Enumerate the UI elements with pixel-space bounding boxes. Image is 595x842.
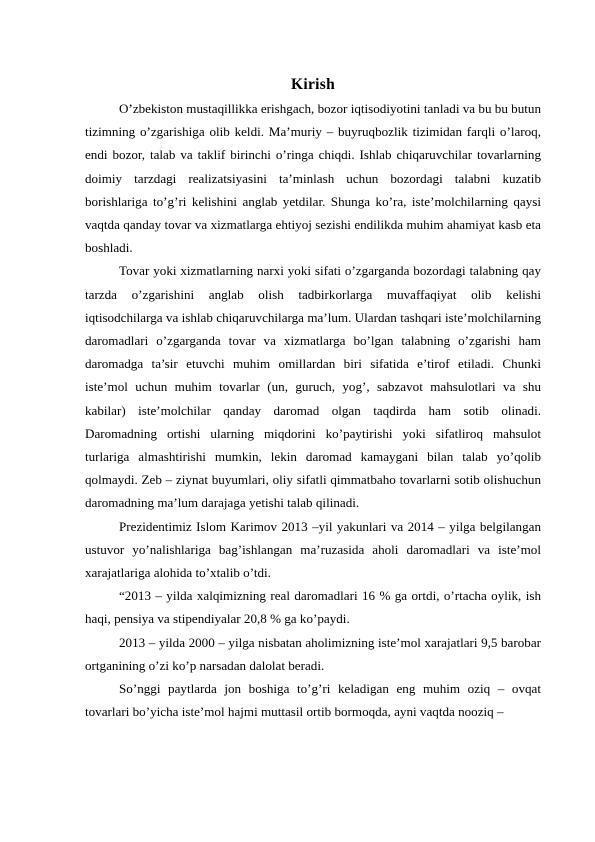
paragraph-5: 2013 – yilda 2000 – yilga nisbatan aholimizning iste’mol xarajatlari 9,5 barobar ortganining o’zi ko’p narsadan dalolat beradi.: [85, 634, 541, 673]
paragraph-1: O’zbekiston mustaqillikka erishgach, bozor iqtisodiyotini tanladi va bu bu butun tizimning o’zgarishiga olib keldi. Ma’muriy – buyruqbozlik tizimidan farqli o’laroq, endi bozor, talab va taklif birinchi o’ringa chiqdi. Ishlab chiqaruvchilar tovarlarning doimiy tarzdagi realizatsiyasini ta’minlash uchun bozordagi talabni kuzatib borishlariga to’g’ri kelishini anglab yetdilar. Shunga ko’ra, iste’molchilarning qaysi vaqtda qanday tovar va xizmatlarga ehtiyoj sezishi endilikda muhim ahamiyat kasb eta boshladi.: [85, 101, 541, 256]
paragraph-4: “2013 – yilda xalqimizning real daromadlari 16 % ga ortdi, o’rtacha oylik, ish haqi, pensiya va stipendiyalar 20,8 % ga ko’paydi.: [85, 588, 541, 627]
paragraph-6: So’nggi paytlarda jon boshiga to’g’ri keladigan eng muhim oziq – ovqat tovarlari bo’yicha iste’mol hajmi muttasil ortib bormoqda, ayni vaqtda nooziq –: [85, 681, 541, 720]
document-page: [85, 75, 541, 723]
paragraph-2: Tovar yoki xizmatlarning narxi yoki sifati o’zgarganda bozordagi talabning qay tarzda o’zgarishini anglab olish tadbirkorlarga muvaffaqiyat olib kelishi iqtisodchilarga va ishlab chiqaruvchilarga ma’lum. Ulardan tashqari iste’molchilarning daromadlari o’zgarganda tovar va xizmatlarga bo’lgan talabning o’zgarishi ham daromadga ta’sir etuvchi muhim omillardan biri sifatida e’tirof etiladi. Chunki iste’mol uchun muhim tovarlar (un, guruch, yog’, sabzavot mahsulotlari va shu kabilar) iste’molchilar qanday daromad olgan taqdirda ham sotib olinadi. Daromadning ortishi ularning miqdorini ko’paytirishi yoki sifatliroq mahsulot turlariga almashtirishi mumkin, lekin daromad kamaygani bilan talab yo’qolib qolmaydi. Zeb – ziynat buyumlari, oliy sifatli qimmatbaho tovarlarni sotib olishuchun daromadning ma’lum darajaga yetishi talab qilinadi.: [85, 263, 541, 511]
section-title: Kirish: [290, 76, 335, 93]
paragraph-3: Prezidentimiz Islom Karimov 2013 –yil yakunlari va 2014 – yilga belgilangan ustuvor yo’nalishlariga bag’ishlangan ma’ruzasida aholi daromadlari va iste’mol xarajatlariga alohida to’xtalib o’tdi.: [85, 518, 541, 581]
